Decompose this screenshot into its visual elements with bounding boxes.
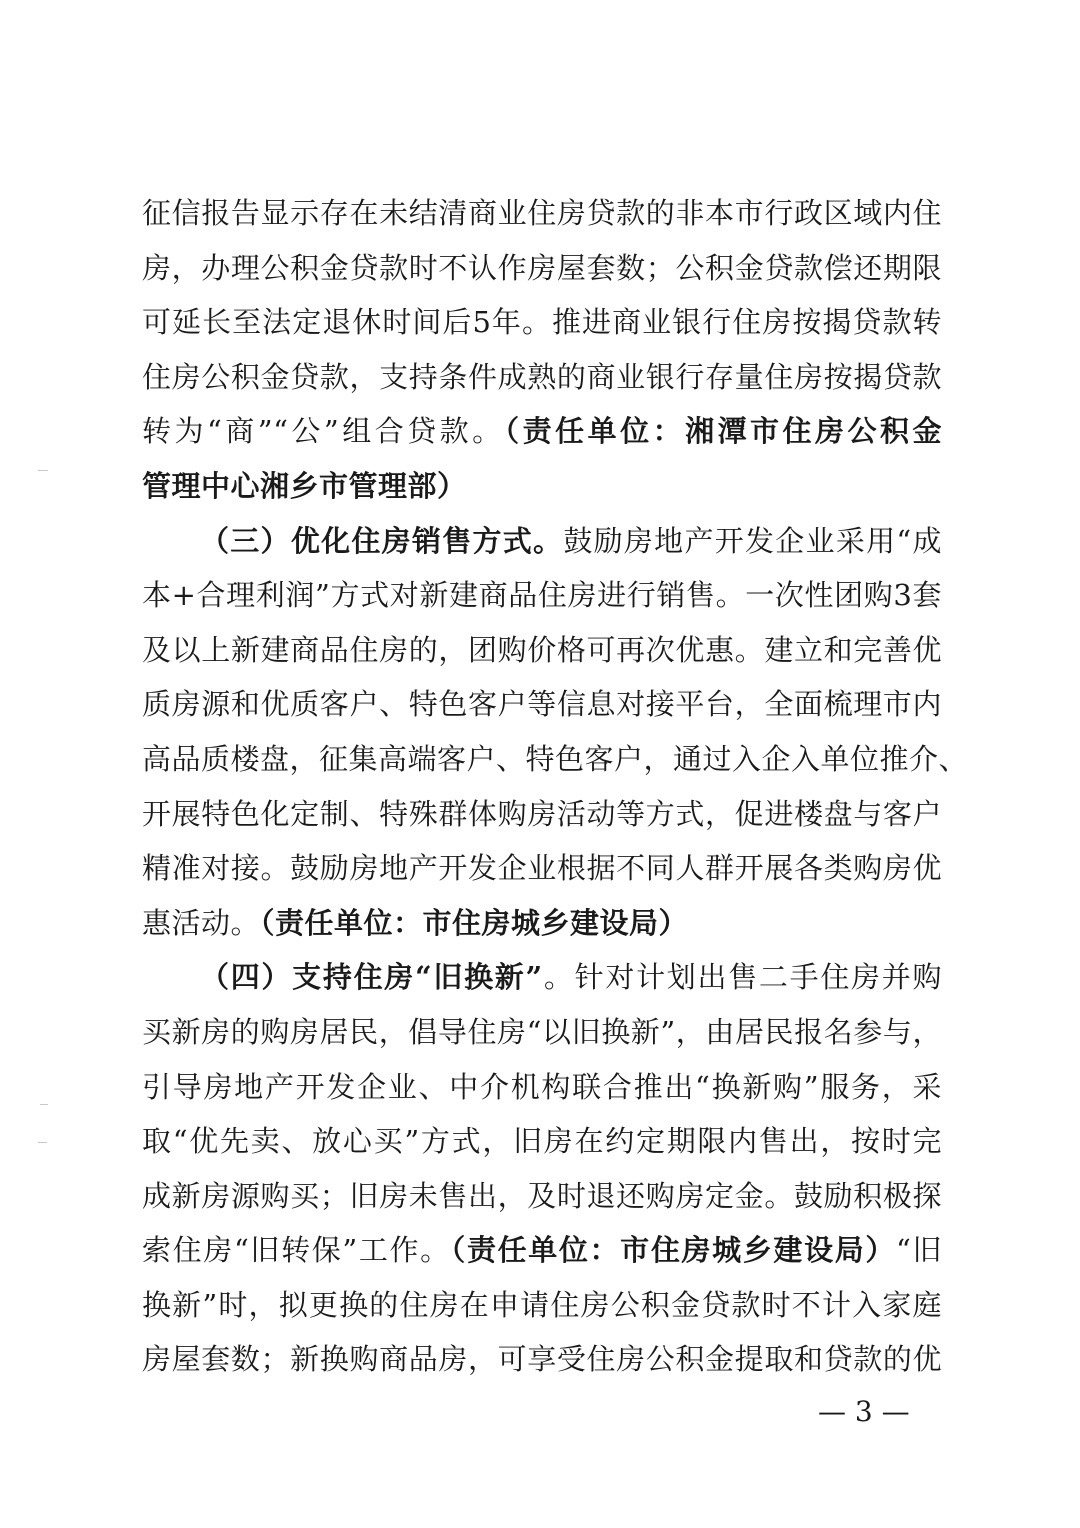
text-line [142, 1223, 942, 1278]
scan-mark [38, 470, 48, 471]
text-line [142, 623, 942, 678]
text-segment: 索住房“旧转保”工作。 [142, 1233, 451, 1268]
scan-mark [40, 1104, 48, 1105]
bold-text-segment: （责任单位：湘潭市住房公积金 [504, 414, 942, 449]
text-segment: 引导房地产开发企业、中介机构联合推出“换新购”服务，采 [142, 1069, 942, 1104]
text-line [142, 350, 942, 405]
text-segment: 可延长至法定退休时间后5年。推进商业银行住房按揭贷款转 [142, 305, 942, 340]
text-line [142, 1278, 942, 1333]
text-segment: 精准对接。鼓励房地产开发企业根据不同人群开展各类购房优 [142, 851, 942, 886]
bold-text-segment: （责任单位：市住房城乡建设局） [450, 1233, 897, 1268]
text-line [142, 404, 942, 459]
text-line [142, 896, 942, 951]
text-line [142, 241, 942, 296]
text-segment: 征信报告显示存在未结清商业住房贷款的非本市行政区域内住 [142, 196, 942, 230]
page-number: — 3 — [818, 1395, 910, 1428]
bold-text-segment: （责任单位：市住房城乡建设局） [260, 905, 689, 940]
bold-text-segment: 管理中心湘乡市管理部） [142, 468, 467, 503]
document-body [142, 186, 969, 1387]
text-segment: 换新”时，拟更换的住房在申请住房公积金贷款时不计入家庭 [142, 1287, 942, 1322]
text-line [142, 295, 942, 350]
text-line [142, 1005, 942, 1060]
text-segment: 房，办理公积金贷款时不认作房屋套数；公积金贷款偿还期限 [142, 250, 942, 285]
text-segment: 。针对计划出售二手住房并购 [542, 960, 942, 995]
text-line [142, 459, 942, 514]
text-segment: “旧 [896, 1233, 943, 1268]
text-segment: 鼓励房地产开发企业采用“成 [563, 523, 942, 558]
text-line [142, 950, 942, 1005]
text-segment: 惠活动。 [142, 905, 261, 940]
text-line [142, 1332, 942, 1387]
text-segment: 开展特色化定制、特殊群体购房活动等方式，促进楼盘与客户 [142, 796, 942, 831]
text-line [142, 514, 942, 569]
text-segment: 成新房源购买；旧房未售出，及时退还购房定金。鼓励积极探 [142, 1178, 942, 1213]
text-segment: 买新房的购房居民，倡导住房“以旧换新”，由居民报名参与， [142, 1014, 942, 1049]
text-segment: 质房源和优质客户、特色客户等信息对接平台，全面梳理市内 [142, 687, 942, 722]
text-segment: 高品质楼盘，征集高端客户、特色客户，通过入企入单位推介、 [142, 741, 969, 776]
text-line [142, 677, 942, 732]
text-line [142, 787, 942, 842]
text-segment: 取“优先卖、放心买”方式，旧房在约定期限内售出，按时完 [142, 1124, 942, 1159]
text-line [142, 568, 942, 623]
bold-text-segment: （四）支持住房“旧换新” [200, 960, 543, 995]
bold-text-segment: （三）优化住房销售方式。 [200, 523, 564, 558]
text-line [142, 1169, 942, 1224]
text-line [142, 1060, 942, 1115]
text-line [142, 841, 942, 896]
text-segment: 转为“商”“公”组合贷款。 [142, 414, 505, 449]
text-segment: 住房公积金贷款，支持条件成熟的商业银行存量住房按揭贷款 [142, 359, 942, 394]
text-segment: 及以上新建商品住房的，团购价格可再次优惠。建立和完善优 [142, 632, 942, 667]
scan-mark [38, 1142, 47, 1143]
text-segment: 本+合理利润”方式对新建商品住房进行销售。一次性团购3套 [142, 578, 942, 613]
text-segment: 房屋套数；新换购商品房，可享受住房公积金提取和贷款的优 [142, 1342, 942, 1377]
text-line [142, 186, 942, 241]
text-line [142, 1114, 942, 1169]
text-line [142, 732, 969, 787]
